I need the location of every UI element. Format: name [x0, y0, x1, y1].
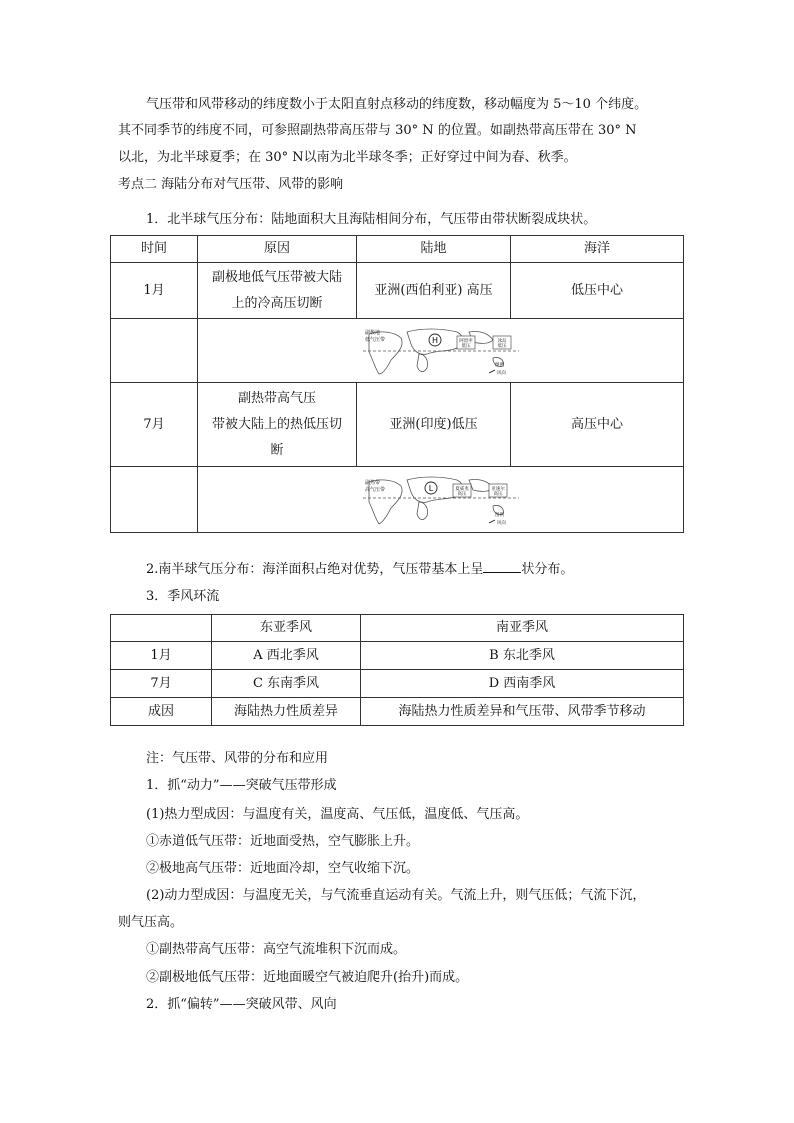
- map1-label1: 副极地: [364, 329, 380, 336]
- monsoon-cell: A 西北季风: [212, 642, 361, 670]
- jan-land: 亚洲(西伯利亚) 高压: [357, 263, 511, 319]
- monsoon-header-row: [111, 615, 684, 642]
- wind-arrow-icon: [489, 370, 495, 373]
- header-land: 陆地: [357, 236, 511, 263]
- monsoon-table: [110, 614, 684, 726]
- jan-reason-line1: 副极地低气压带被大陆: [211, 269, 342, 285]
- table-row-jan: [111, 263, 684, 319]
- map2-label1: 副热带: [364, 479, 380, 486]
- note-item8: ②副极地低气压带：近地面暖空气被迫爬升(抬升)而成。: [146, 970, 469, 985]
- monsoon-cell: B 东北季风: [361, 642, 684, 670]
- monsoon-cell: 海陆热力性质差异和气压带、风带季节移动: [361, 698, 684, 726]
- header-ocean: 海洋: [511, 236, 684, 263]
- note-item7: ①副热带高气压带：高空气流堆积下沉而成。: [146, 942, 407, 957]
- header-time: 时间: [111, 236, 198, 263]
- note-item1: 1．抓“动力”——突破气压带形成: [146, 778, 337, 793]
- jul-land: 亚洲(印度)低压: [357, 383, 511, 467]
- fill-in-blank: [483, 558, 521, 573]
- note-item9: 2．抓“偏转”——突破风带、风向: [146, 997, 337, 1012]
- jul-month: 7月: [111, 383, 198, 467]
- table-header-row: [111, 236, 684, 263]
- table-row-map2: [111, 467, 684, 533]
- jul-reason-line1: 副热带高气压: [237, 390, 316, 406]
- jan-reason-line2: 上的冷高压切断: [231, 295, 323, 311]
- item2-before-blank: 2.南半球气压分布：海洋面积占绝对优势，气压带基本上呈: [146, 562, 484, 577]
- map2-cell: [198, 467, 684, 533]
- map1-label2: 低气压带: [364, 336, 385, 343]
- note-item6: 则气压高。: [118, 915, 184, 930]
- jul-reason-line2: 带被大陆上的热低压切: [211, 416, 342, 432]
- map2-legend-title: 图例: [494, 512, 504, 518]
- item1-text: 1．北半球气压分布：陆地面积大且海陆相间分布，气压带由带状断裂成块状。: [146, 212, 597, 227]
- header-reason: 原因: [198, 236, 357, 263]
- map2-legend-wind: 风向: [496, 520, 506, 526]
- jul-reason-line3: 断: [270, 442, 284, 458]
- monsoon-header-south-asia: 南亚季风: [361, 615, 684, 642]
- map1-label6: 低压: [497, 343, 506, 349]
- monsoon-cell: 海陆热力性质差异: [212, 698, 361, 726]
- wind-arrow-icon: [489, 520, 495, 523]
- pressure-table: [110, 235, 684, 533]
- table-row-jul: [111, 383, 684, 467]
- monsoon-row-label: 1月: [111, 642, 212, 670]
- jul-ocean: 高压中心: [511, 383, 684, 467]
- item2-text: [146, 557, 716, 583]
- jan-month: 1月: [111, 263, 198, 319]
- para1-line3: 以北，为北半球夏季；在 30° N以南为北半球冬季；正好穿过中间为春、秋季。: [118, 150, 577, 165]
- jan-ocean: 低压中心: [511, 263, 684, 319]
- map2-label2: 高气压带: [364, 486, 385, 493]
- monsoon-cell: D 西南季风: [361, 670, 684, 698]
- map1-legend-title: 图例: [494, 362, 504, 368]
- map1-label3: 阿留申: [458, 338, 473, 344]
- map1-label4: 低压: [461, 343, 470, 349]
- table-row-map1: [111, 319, 684, 383]
- note-item3: ①赤道低气压带：近地面受热，空气膨胀上升。: [146, 834, 420, 849]
- map1-empty-cell: [111, 319, 198, 383]
- world-map-january: [361, 324, 521, 378]
- map1-center-symbol: H: [431, 335, 438, 345]
- monsoon-row-label: 7月: [111, 670, 212, 698]
- note-item2: (1)热力型成因：与温度有关，温度高、气压低，温度低、气压高。: [146, 807, 529, 822]
- map2-empty-cell: [111, 467, 198, 533]
- map2-center-symbol: L: [428, 483, 433, 493]
- world-map-july: [361, 472, 521, 528]
- table-row: [111, 670, 684, 698]
- monsoon-header-east-asia: 东亚季风: [212, 615, 361, 642]
- map1-cell: [198, 319, 684, 383]
- jan-reason: [198, 263, 357, 319]
- para1-line2: 其不同季节的纬度不同，可参照副热带高压带与 30° N 的位置。如副热带高压带在 30° N: [118, 123, 637, 138]
- map1-legend-wind: 风向: [496, 370, 506, 376]
- note-item4: ②极地高气压带：近地面冷却，空气收缩下沉。: [146, 861, 420, 876]
- map2-label5: 亚速尔: [490, 486, 505, 492]
- item3-text: 3．季风环流: [146, 589, 220, 604]
- map2-label6: 高压: [493, 491, 502, 497]
- map2-label4: 高压: [457, 491, 466, 497]
- monsoon-row-label: 成因: [111, 698, 212, 726]
- section-heading: 考点二 海陆分布对气压带、风带的影响: [118, 177, 344, 192]
- item2-after-blank: 状分布。: [521, 562, 574, 577]
- map2-label3: 夏威夷: [454, 486, 469, 492]
- map1-label5: 冰岛: [497, 338, 506, 344]
- note-title: 注：气压带、风带的分布和应用: [146, 751, 329, 766]
- monsoon-header-empty: [111, 615, 212, 642]
- table-row: [111, 642, 684, 670]
- note-item5: (2)动力型成因：与温度无关，与气流垂直运动有关。气流上升，则气压低；气流下沉，: [146, 888, 646, 903]
- jul-reason: [198, 383, 357, 467]
- monsoon-cell: C 东南季风: [212, 670, 361, 698]
- para1-line1: 气压带和风带移动的纬度数小于太阳直射点移动的纬度数，移动幅度为 5～10 个纬度。: [146, 97, 648, 112]
- table-row: [111, 698, 684, 726]
